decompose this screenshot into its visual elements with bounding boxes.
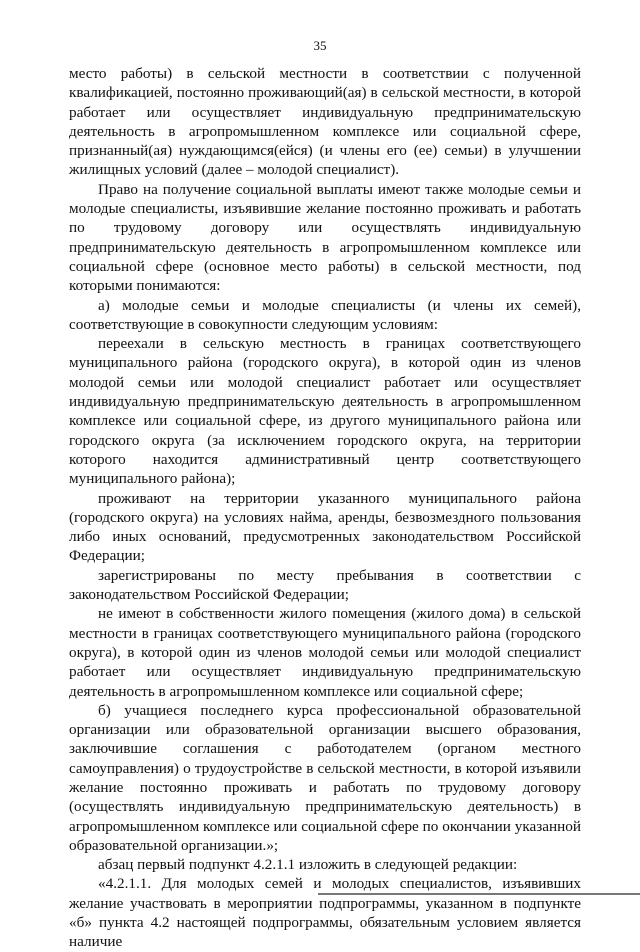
paragraph: абзац первый подпункт 4.2.1.1 изложить в следующей редакции: <box>98 856 518 874</box>
paragraph: б) учащиеся последнего курса профессиональной образовательной организации или образовательной организации высшего образования, заключившие соглашения с работодателем (органом местного самоуправления) о трудоустройстве в сельской местности, в которой изъявили желание постоянно проживать и работать по трудовому договору (осуществлять индивидуальную предпринимательскую деятельность) в агропромышленном комплексе или социальной сфере по окончании указанной образовательной организации.»; <box>69 701 581 854</box>
paragraph: место работы) в сельской местности в соответствии с полученной квалификацией, постоянно проживающий(ая) в сельской местности, в которой работает или осуществляет индивидуальную предпринимательскую деятельность в агропромышленном комплексе или социальной сфере, признанный(ая) нуждающимся(ейся) (и члены его (ее) семьи) в улучшении жилищных условий (далее – молодой специалист). <box>69 65 581 179</box>
paragraph: не имеют в собственности жилого помещения (жилого дома) в сельской местности в границах соответствующего муниципального района (городского округа), в которой один из членов молодой семьи или молодой специалист работает или осуществляет индивидуальную предпринимательскую деятельность в агропромышленном комплексе или социальной сфере; <box>69 605 581 700</box>
paragraph: а) молодые семьи и молодые специалисты (и члены их семей), соответствующие в совокупности следующим условиям: <box>69 296 581 333</box>
paragraph: переехали в сельскую местность в границах соответствующего муниципального района (городского округа), в которой один из членов молодой семьи или молодой специалист работает или осуществляет индивидуальную предпринимательскую деятельность в агропромышленном комплексе или социальной сфере, из другого муниципального района или городского округа (за исключением городского округа, на территории которого находится административный центр соответствующего муниципального района); <box>69 335 581 488</box>
paragraph: проживают на территории указанного муниципального района (городского округа) на условиях найма, аренды, безвозмездного пользования либо иных оснований, предусмотренных законодательством Российской Федерации; <box>69 489 581 565</box>
scan-edge-line <box>318 893 640 895</box>
document-body <box>69 64 581 952</box>
paragraph: Право на получение социальной выплаты имеют также молодые семьи и молодые специалисты, изъявившие желание постоянно проживать и работать по трудовому договору или осуществлять индивидуальную предпринимательскую деятельность в агропромышленном комплексе или социальной сфере (основное место работы) в сельской местности, под которыми понимаются: <box>69 180 581 295</box>
paragraph: «4.2.1.1. Для молодых семей и молодых специалистов, изъявивших желание участвовать в мероприятии подпрограммы, указанном в подпункте «б» пункта 4.2 настоящей подпрограммы, обязательным условием является наличие <box>69 875 581 951</box>
page-number: 35 <box>313 38 327 53</box>
paragraph: зарегистрированы по месту пребывания в соответствии с законодательством Российской Федерации; <box>69 566 581 604</box>
